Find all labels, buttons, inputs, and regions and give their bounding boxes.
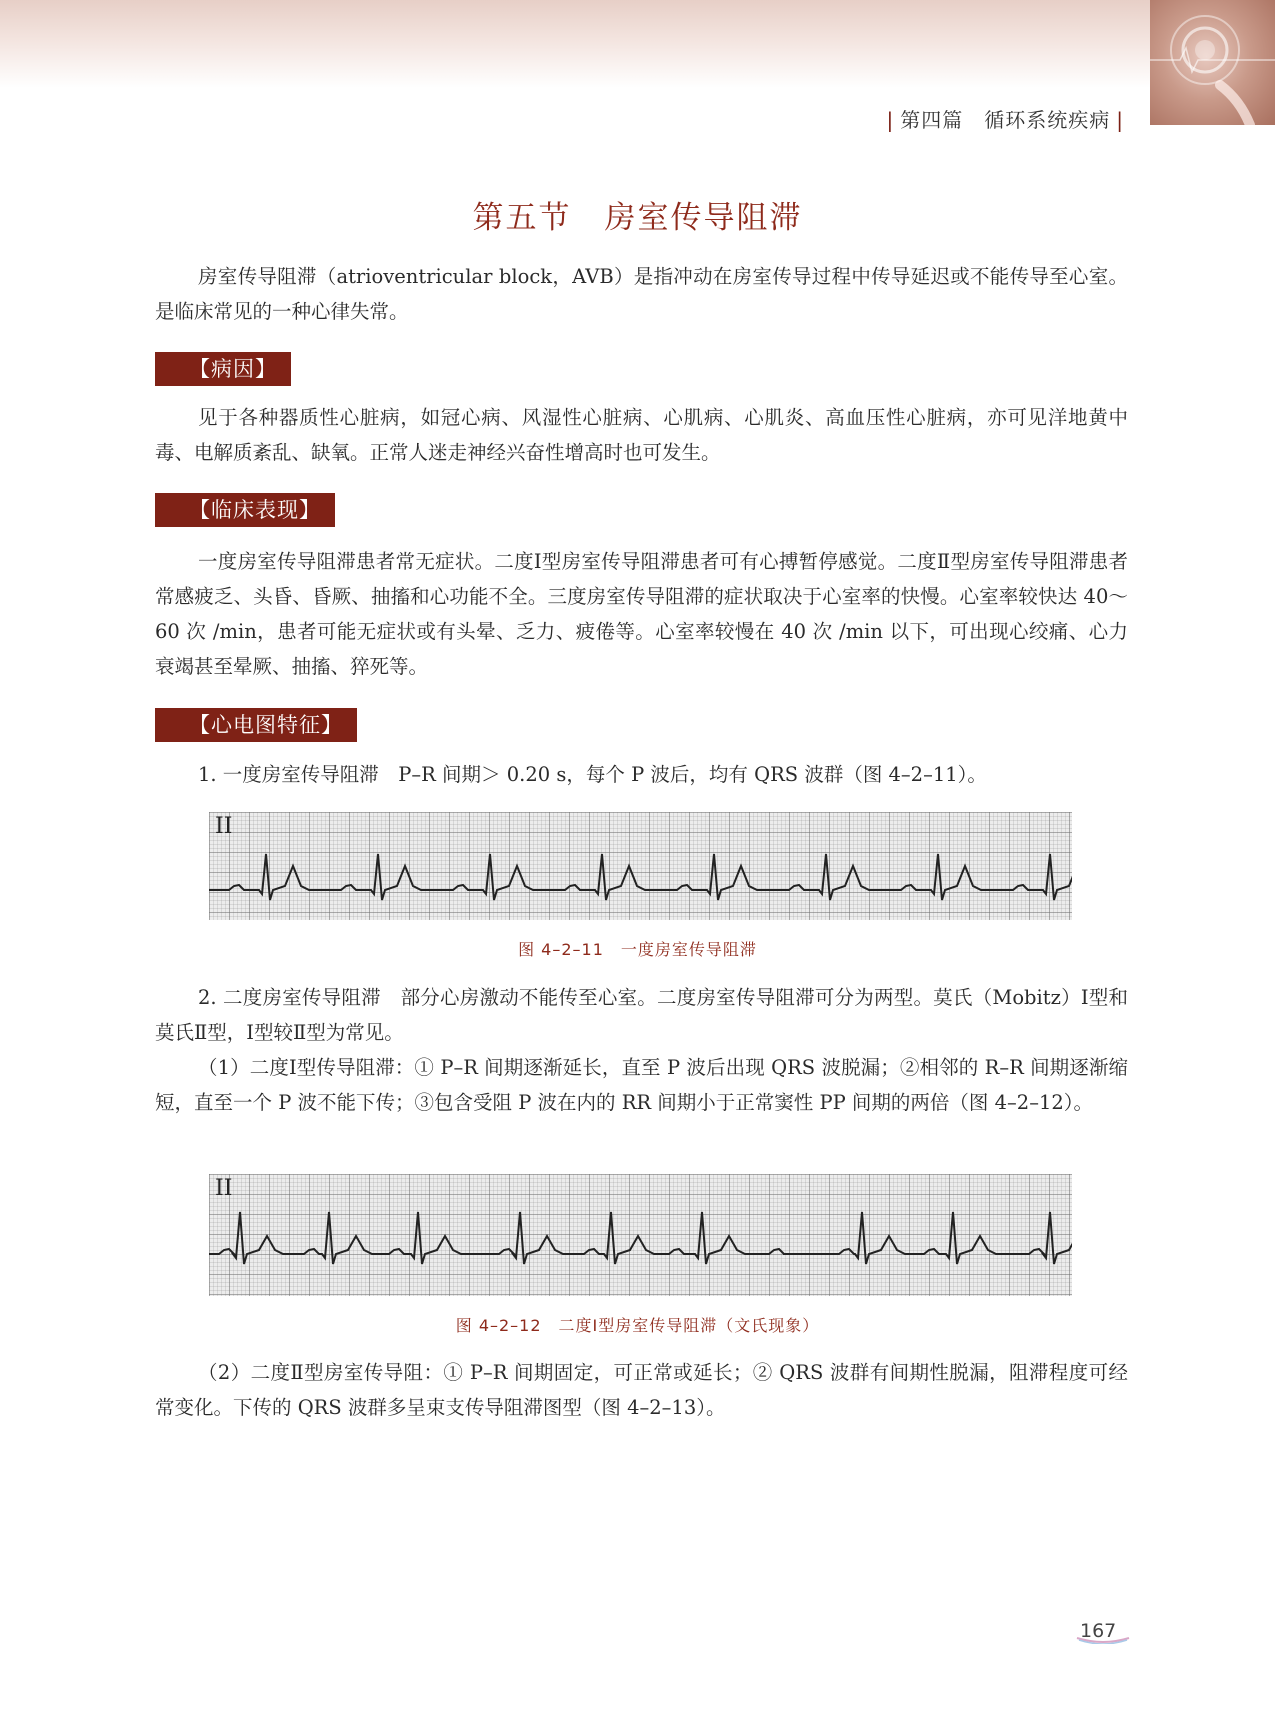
ecg-item-2-1: （1）二度Ⅰ型传导阻滞：① P–R 间期逐渐延长，直至 P 波后出现 QRS 波脱漏；②相邻的 R–R 间期逐渐缩短，直至一个 P 波不能下传；③包含受阻 P 波在内的 RR 间期小于正常窦性 PP 间期的两倍（图 4–2–12）。 bbox=[155, 1056, 1128, 1114]
page-ornament bbox=[1075, 1630, 1131, 1644]
figure-2-caption: 图 4–2–12 二度Ⅰ型房室传导阻滞（文氏现象） bbox=[455, 1316, 820, 1335]
divider: | bbox=[886, 108, 895, 132]
ecg-features-heading: 【心电图特征】 bbox=[155, 708, 357, 742]
header-image bbox=[1150, 0, 1275, 125]
ecg-item-1: 1. 一度房室传导阻滞 P–R 间期＞ 0.20 s，每个 P 波后，均有 QRS 波群（图 4–2–11）。 bbox=[198, 763, 987, 786]
ecg-trace-1 bbox=[209, 812, 1072, 920]
figure-1-caption: 图 4–2–11 一度房室传导阻滞 bbox=[518, 940, 757, 959]
ecg-strip-figure-2 bbox=[209, 1174, 1072, 1296]
chapter-label bbox=[881, 104, 1131, 133]
divider: | bbox=[1116, 108, 1124, 132]
ecg-item-2-2: （2）二度Ⅱ型房室传导阻：① P–R 间期固定，可正常或延长；② QRS 波群有间期性脱漏，阻滞程度可经常变化。下传的 QRS 波群多呈束支传导阻滞图型（图 4–2–13）。 bbox=[155, 1361, 1128, 1419]
clinical-heading: 【临床表现】 bbox=[155, 493, 335, 527]
page-number: 167 bbox=[1080, 1620, 1117, 1642]
header-band bbox=[0, 0, 1275, 88]
lead-label: II bbox=[215, 1176, 233, 1201]
ecg-strip-figure-1 bbox=[209, 812, 1072, 920]
clinical-paragraph: 一度房室传导阻滞患者常无症状。二度Ⅰ型房室传导阻滞患者可有心搏暂停感觉。二度Ⅱ型房室传导阻滞患者常感疲乏、头昏、昏厥、抽搐和心功能不全。三度房室传导阻滞的症状取决于心室率的快慢。心室率较快达 40～60 次 /min，患者可能无症状或有头晕、乏力、疲倦等。心室率较慢在 40 次 /min 以下，可出现心绞痛、心力衰竭甚至晕厥、抽搐、猝死等。 bbox=[155, 550, 1128, 678]
chapter-title: 循环系统疾病 bbox=[984, 108, 1111, 132]
intro-paragraph: 房室传导阻滞（atrioventricular block，AVB）是指冲动在房室传导过程中传导延迟或不能传导至心室。是临床常见的一种心律失常。 bbox=[155, 265, 1128, 323]
etiology-heading: 【病因】 bbox=[155, 352, 291, 386]
lead-label: II bbox=[215, 814, 233, 839]
etiology-paragraph: 见于各种器质性心脏病，如冠心病、风湿性心脏病、心肌病、心肌炎、高血压性心脏病，亦可见洋地黄中毒、电解质紊乱、缺氧。正常人迷走神经兴奋性增高时也可发生。 bbox=[155, 406, 1128, 464]
ecg-item-2: 2. 二度房室传导阻滞 部分心房激动不能传至心室。二度房室传导阻滞可分为两型。莫氏（Mobitz）Ⅰ型和莫氏Ⅱ型，Ⅰ型较Ⅱ型为常见。 bbox=[155, 986, 1128, 1044]
stethoscope-icon bbox=[1150, 0, 1275, 125]
chapter-part: 第四篇 bbox=[900, 108, 964, 132]
section-title: 第五节 房室传导阻滞 bbox=[472, 200, 803, 236]
ecg-trace-2 bbox=[209, 1174, 1072, 1296]
